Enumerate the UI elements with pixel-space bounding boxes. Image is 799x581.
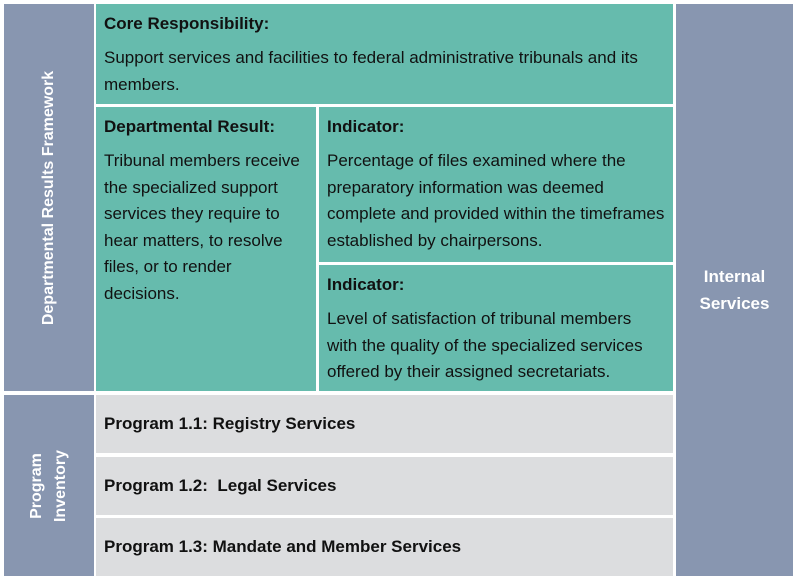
framework-side-label: Departmental Results Framework [40, 70, 57, 325]
internal-services-line1: Internal [703, 267, 766, 286]
core-responsibility-heading: Core Responsibility: [104, 14, 270, 33]
indicator-text-1: Percentage of files examined where the preparatory information was deemed complete and provided within the timeframes established by chairpersons. [327, 151, 665, 250]
program-label-2: Program 1.2: Legal Services [104, 476, 337, 495]
internal-services-label [676, 263, 793, 317]
program-label-1: Program 1.1: Registry Services [104, 414, 356, 433]
inventory-side-panel [4, 395, 94, 576]
program-label-3: Program 1.3: Mandate and Member Services [104, 537, 462, 556]
core-responsibility-box [96, 4, 673, 104]
program-box-2 [96, 457, 673, 515]
departmental-result-text: Tribunal members receive the specialized support services they require to hear matters, to resolve files, or to render decisions. [104, 151, 300, 303]
core-responsibility-text: Support services and facilities to federal administrative tribunals and its members. [104, 48, 638, 94]
indicator-box-1 [319, 107, 673, 262]
framework-side-panel [4, 4, 94, 391]
internal-services-panel [676, 4, 793, 576]
indicator-heading-2: Indicator: [327, 275, 405, 294]
internal-services-line2: Services [699, 294, 770, 313]
program-box-3 [96, 518, 673, 576]
inventory-side-label-line2: Inventory [52, 449, 69, 522]
indicator-text-2: Level of satisfaction of tribunal members with the quality of the specialized services offered by their assigned secretariats. [327, 309, 643, 381]
indicator-box-2 [319, 265, 673, 391]
indicator-heading-1: Indicator: [327, 117, 405, 136]
program-box-1 [96, 395, 673, 453]
departmental-result-box [96, 107, 316, 391]
inventory-side-label-line1: Program [28, 452, 45, 519]
departmental-result-heading: Departmental Result: [104, 117, 275, 136]
inventory-side-label [25, 449, 73, 521]
